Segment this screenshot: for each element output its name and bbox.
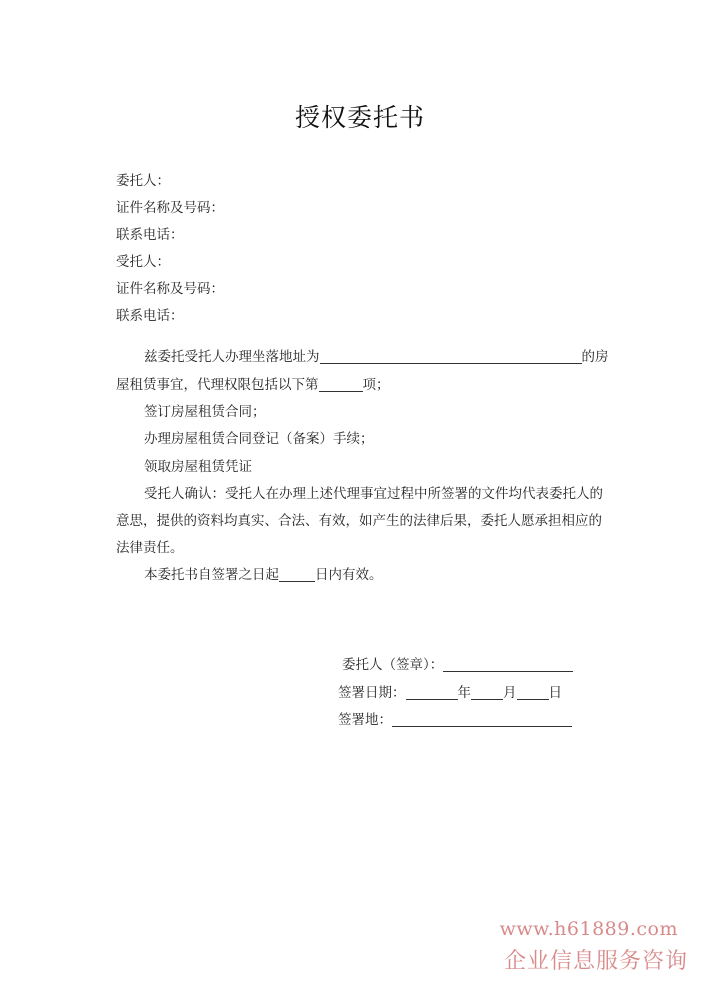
year-blank (406, 685, 458, 700)
entrust-address-prefix: 兹委托受托人办理坐落地址为 (144, 349, 320, 365)
confirmation-line1: 受托人确认：受托人在办理上述代理事宜过程中所签署的文件均代表委托人的 (144, 486, 603, 502)
place-blank-extension (524, 712, 572, 727)
authority-scope-prefix: 屋租赁事宜，代理权限包括以下第 (116, 377, 319, 393)
authority-item-3: 领取房屋租赁凭证 (144, 459, 252, 475)
item-number-blank (319, 377, 363, 392)
agent-label: 受托人： (116, 254, 170, 270)
place-blank (392, 712, 524, 727)
entrust-address-suffix: 的房 (581, 349, 609, 365)
address-blank (320, 349, 582, 364)
signature-line (342, 656, 573, 674)
confirmation-line2: 意思，提供的资料均真实、合法、有效，如产生的法律后果，委托人愿承担相应的 (116, 513, 602, 529)
signing-date-label: 签署日期： (338, 685, 406, 701)
entrust-paragraph-line1 (144, 348, 609, 366)
authority-item-2: 办理房屋租赁合同登记（备案）手续； (144, 431, 374, 447)
entrust-paragraph-line2 (116, 376, 390, 394)
principal-label: 委托人： (116, 173, 170, 189)
principal-id-label: 证件名称及号码： (116, 200, 224, 216)
signing-place-label: 签署地： (338, 712, 392, 728)
agent-id-label: 证件名称及号码： (116, 281, 224, 297)
day-blank (517, 685, 549, 700)
month-label: 月 (503, 685, 517, 701)
agent-phone-label: 联系电话： (116, 308, 184, 324)
year-label: 年 (457, 685, 471, 701)
principal-phone-label: 联系电话： (116, 227, 184, 243)
signing-place-line (338, 711, 572, 729)
signature-label: 委托人（签章）： (342, 657, 444, 673)
watermark-url: www.h61889.com (499, 918, 678, 940)
validity-suffix: 日内有效。 (315, 567, 383, 583)
signature-blank (443, 657, 573, 672)
days-blank (279, 567, 315, 582)
authority-scope-suffix: 项； (362, 377, 390, 393)
confirmation-line3: 法律责任。 (116, 540, 184, 556)
month-blank (471, 685, 503, 700)
authority-item-1: 签订房屋租赁合同； (144, 404, 266, 420)
validity-prefix: 本委托书自签署之日起 (144, 567, 279, 583)
day-label: 日 (548, 685, 562, 701)
signing-date-line (338, 684, 562, 702)
document-title: 授权委托书 (294, 103, 425, 132)
watermark-company-name: 企业信息服务咨询 (503, 949, 688, 974)
validity-line (144, 566, 383, 584)
